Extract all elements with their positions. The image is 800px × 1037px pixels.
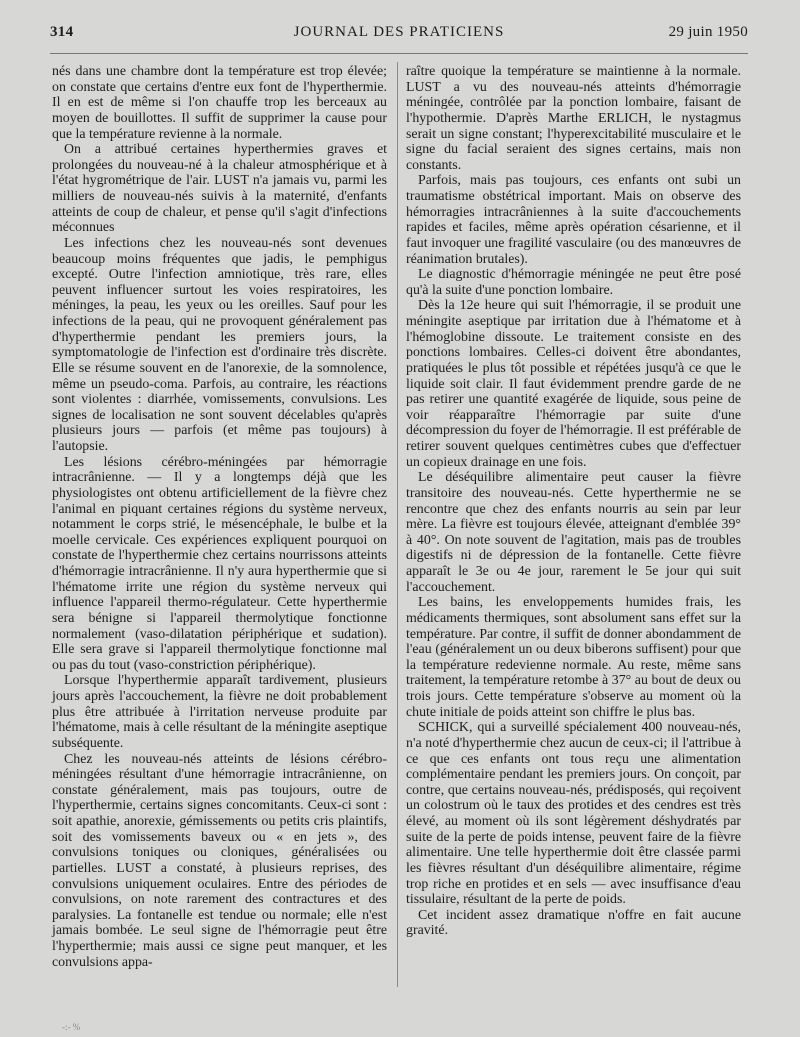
paragraph: raître quoique la température se maintienne à la normale. LUST a vu des nouveau-nés atteints d'hémorragie méningée, contrôlée par la ponction lombaire, faisant de l'hypothermie. D'après Marthe ERLICH, le nystagmus serait un signe constant; l'hyperexcitabilité musculaire et le signe du facial seraient des signes certains, mais non constants. (406, 64, 741, 173)
paragraph: Cet incident assez dramatique n'offre en fait aucune gravité. (406, 907, 741, 939)
header-rule (50, 53, 748, 54)
paragraph: Dès la 12e heure qui suit l'hémorragie, il se produit une méningite aseptique par irritation due à l'hématome et à l'hémoglobine dissoute. Le traitement consiste en des ponctions lombaires. Celles-ci doivent être abondantes, pratiquées le plus tôt possible et répétées jusqu'à ce que le liquide soit clair. Il faut évidemment prendre garde de ne pas retirer une quantité exagérée de liquide, sous peine de voir réapparaître l'hémorragie par suite d'une décompression du foyer de l'hémorragie. Il est préférable de retirer souvent quelques centimètres cubes que d'effectuer un copieux drainage en une fois. (406, 298, 741, 470)
paragraph: SCHICK, qui a surveillé spécialement 400 nouveau-nés, n'a noté d'hyperthermie chez aucun de ceux-ci; il l'attribue à ce que ces enfants ont tous reçu une alimentation complémentaire pendant les premiers jours. On conçoit, par contre, que certains nouveau-nés, prédisposés, qui reçoivent un colostrum où le taux des protides et des cendres est très élevé, au moment où ils sont légèrement déshydratés par suite de la perte de poids intense, peuvent faire de la fièvre alimentaire. Une telle hyperthermie doit être classée parmi les fièvres résultant d'un déséquilibre alimentaire, régime trop riche en protides et en sels — avec insuffisance d'eau tissulaire, résultant de la perte de poids. (406, 720, 741, 908)
left-column (52, 64, 387, 970)
page-number: 314 (50, 24, 74, 40)
issue-date: 29 juin 1950 (668, 24, 748, 40)
paragraph: Les infections chez les nouveau-nés sont devenues beaucoup moins fréquentes que jadis, le pemphigus excepté. Outre l'infection amniotique, très rare, elles peuvent influencer surtout les voies respiratoires, les méninges, la peau, les yeux ou les oreilles. Sauf pour les infections de la peau, qui ne provoquent généralement pas d'hyperthermie pendant les premiers jours, la symptomatologie de l'infection est d'ordinaire très discrète. Elle se résume souvent en de l'anorexie, de la somnolence, même un pseudo-coma. Parfois, au contraire, les réactions sont violentes : diarrhée, vomissements, convulsions. Les signes de localisation ne sont souvent décelables qu'après plusieurs jours — parfois (et même pas toujours) à l'autopsie. (52, 235, 387, 454)
paragraph: On a attribué certaines hyperthermies graves et prolongées du nouveau-né à la chaleur atmosphérique et à l'état hygrométrique de l'air. LUST n'a jamais vu, parmi les milliers de nouveau-nés suivis à la maternité, d'enfants atteints de coup de chaleur, et pense qu'il s'agit d'infections méconnues (52, 142, 387, 236)
footer-mark: -:- % (62, 1022, 81, 1032)
paragraph: nés dans une chambre dont la température est trop élevée; on constate que certains d'entre eux font de l'hyperthermie. Il en est de même si l'on chauffe trop les berceaux au moyen de bouillottes. Il suffit de supprimer la cause pour que la température revienne à la normale. (52, 64, 387, 142)
paragraph: Chez les nouveau-nés atteints de lésions cérébro-méningées résultant d'une hémorragie intracrânienne, on constate généralement, mais pas toujours, outre de l'hyperthermie, certains signes concomitants. Ceux-ci sont : soit apathie, anorexie, gémissements ou petits cris plaintifs, soit des vomissements baveux ou « en jets », des convulsions toniques ou cloniques, généralisées ou partielles. LUST a constaté, à plusieurs reprises, des convulsions uniquement oculaires. Entre des périodes de convulsions, on note rarement des contractures et des paralysies. La fontanelle est tendue ou normale; elle n'est jamais bombée. Le seul signe de l'hémorragie peut être l'hyperthermie; mais aussi ce signe peut manquer, et les convulsions appa- (52, 751, 387, 970)
column-divider (397, 62, 398, 987)
right-column (406, 64, 741, 939)
paragraph: Le déséquilibre alimentaire peut causer la fièvre transitoire des nouveau-nés. Cette hyperthermie ne se rencontre que chez des enfants nourris au sein par leur mère. La fièvre est toujours élevée, atteignant d'emblée 39° à 40°. On note souvent de l'agitation, mais pas de troubles digestifs ni de dépression de la fontanelle. Cette fièvre apparaît le 3e ou 4e jour, rarement le 5e jour qui suit l'accouchement. (406, 470, 741, 595)
paragraph: Le diagnostic d'hémorragie méningée ne peut être posé qu'à la suite d'une ponction lombaire. (406, 267, 741, 298)
paragraph: Lorsque l'hyperthermie apparaît tardivement, plusieurs jours après l'accouchement, la fièvre ne doit probablement plus être attribuée à l'irritation nerveuse produite par l'hématome, mais à celle résultant de la méningite aseptique subséquente. (52, 673, 387, 751)
paragraph: Les bains, les enveloppements humides frais, les médicaments thermiques, sont absolument sans effet sur la température. Par contre, il suffit de donner abondamment de l'eau (généralement un ou deux biberons suffisent) pour que la température redevienne normale. Au reste, même sans traitement, la température retombe à 37° au bout de deux ou trois jours. Cette température s'observe au moment où la chute initiale de poids atteint son chiffre le plus bas. (406, 595, 741, 720)
journal-title: JOURNAL DES PRATICIENS (293, 24, 505, 40)
paragraph: Parfois, mais pas toujours, ces enfants ont subi un traumatisme obstétrical important. Mais on observe des hémorragies intracrâniennes à la suite d'accouchements rapides et faciles, même après opération césarienne, et il faut invoquer une fragilité vasculaire (ou des manœuvres de réanimation brutales). (406, 173, 741, 267)
paragraph: Les lésions cérébro-méningées par hémorragie intracrânienne. — Il y a longtemps déjà que les physiologistes ont obtenu artificiellement de la fièvre chez l'animal en piquant certaines régions du système nerveux, notamment le corps strié, le mésencéphale, le bulbe et la moelle cervicale. Ces expériences expliquent pourquoi on constate de l'hyperthermie chez certains nourrissons atteints d'hémorragie intracrânienne. Il n'y aura hyperthermie que si l'hématome irrite une région du système nerveux qui influence l'appareil thermo-régulateur. Cette hyperthermie sera bénigne si l'appareil thermolytique fonctionne normalement (vaso-dilatation périphérique et sudation). Elle sera grave si l'appareil thermolytique fonctionne mal ou pas du tout (vaso-constriction périphérique). (52, 454, 387, 673)
page-header (50, 24, 748, 48)
